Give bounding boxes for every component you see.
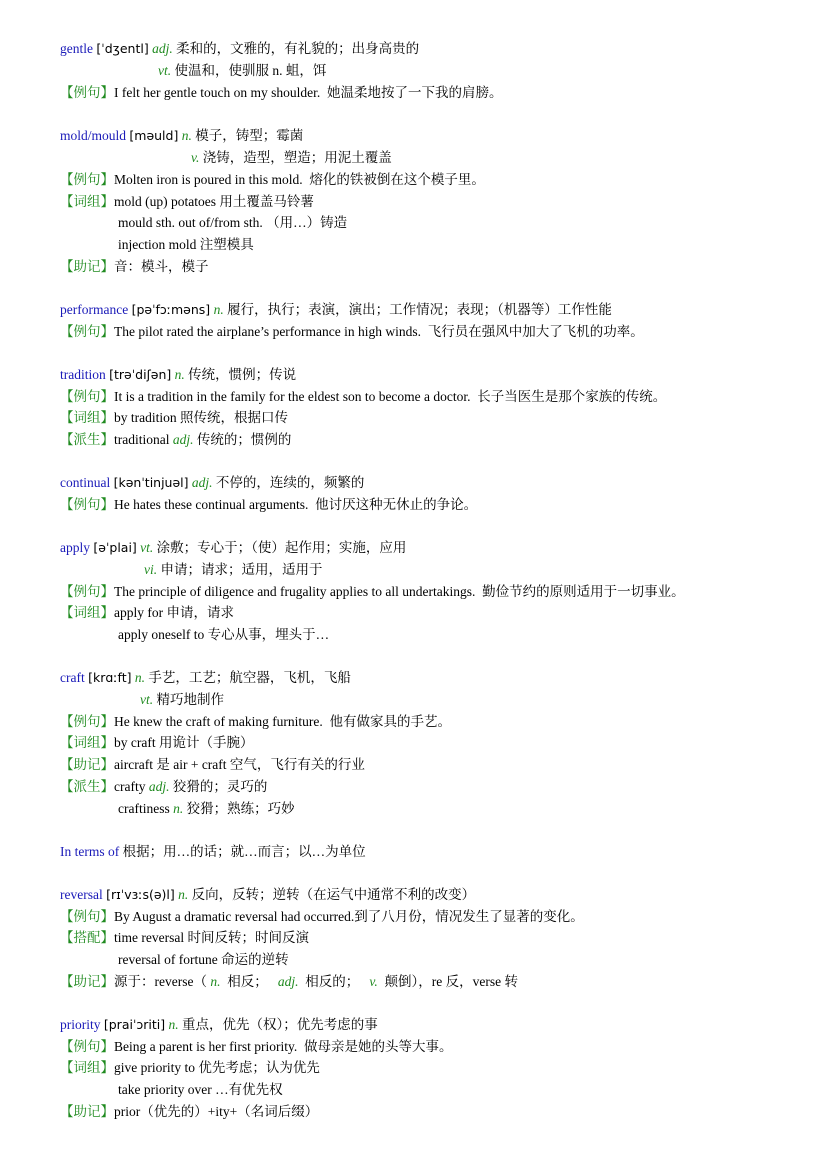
example-tag: 【例句】: [60, 1039, 114, 1054]
phrase-item: injection mold 注塑模具: [118, 237, 254, 252]
phrase-tag: 【词组】: [60, 605, 114, 620]
memory-tag: 【助记】: [60, 1104, 114, 1119]
example-tag: 【例句】: [60, 389, 114, 404]
memory-text: 颠倒），re 反，verse 转: [377, 974, 518, 989]
memory-text: 相反的；: [298, 974, 370, 989]
part-of-speech: n.: [168, 1017, 179, 1032]
memory-text: aircraft 是 air + craft 空气，飞行有关的行业: [114, 757, 365, 772]
phrase-item: take priority over …有优先权: [118, 1082, 283, 1097]
example-tag: 【例句】: [60, 714, 114, 729]
entry-headline: [60, 669, 351, 687]
definition: 精巧地制作: [156, 692, 224, 707]
memory-tag: 【助记】: [60, 259, 114, 274]
example-en: Molten iron is poured in this mold.: [114, 172, 303, 187]
headword: performance: [60, 302, 129, 317]
part-of-speech: n.: [178, 887, 189, 902]
definition: 使温和，使驯服 n. 蛆，饵: [174, 63, 327, 78]
definition: 手艺，工艺；航空器，飞机，飞船: [148, 670, 351, 685]
phrase-item: mold (up) potatoes 用土覆盖马铃薯: [114, 194, 314, 209]
definition: 反向，反转；逆转（在运气中通常不利的改变）: [191, 887, 476, 902]
sense-line: [140, 691, 224, 709]
example-en: He knew the craft of making furniture.: [114, 714, 323, 729]
part-of-speech: n.: [173, 801, 184, 816]
example-en: The principle of diligence and frugality applies to all undertakings.: [114, 584, 476, 599]
example-zh: 到了八月份，情况发生了显著的变化。: [354, 909, 584, 924]
phrase-line: [60, 734, 253, 752]
part-of-speech: adj.: [152, 41, 173, 56]
part-of-speech: adj.: [277, 974, 299, 989]
example-zh: 熔化的铁被倒在这个模子里。: [309, 172, 485, 187]
example-en: The pilot rated the airplane’s performance in high winds.: [114, 324, 422, 339]
part-of-speech: v.: [191, 150, 200, 165]
headword: craft: [60, 670, 85, 685]
example-tag: 【例句】: [60, 172, 114, 187]
example-tag: 【例句】: [60, 324, 114, 339]
example-zh: 长子当医生是那个家族的传统。: [477, 389, 667, 404]
definition: 涂敷；专心于；（使）起作用；实施，应用: [156, 540, 407, 555]
example-line: [60, 496, 477, 514]
memory-text: 源于：reverse（: [114, 974, 211, 989]
example-zh: 做母亲是她的头等大事。: [303, 1039, 453, 1054]
example-en: Being a parent is her first priority.: [114, 1039, 298, 1054]
example-line: [60, 1038, 452, 1056]
derived-tag: 【派生】: [60, 779, 114, 794]
memory-line: [60, 973, 518, 991]
example-line: [60, 323, 644, 341]
entry-headline: [60, 127, 303, 145]
entry-headline: [60, 301, 612, 319]
memory-line: [60, 258, 209, 276]
memory-tag: 【助记】: [60, 757, 114, 772]
part-of-speech: n.: [210, 974, 221, 989]
entry-headline: [60, 843, 366, 861]
definition: 传统，惯例；传说: [188, 367, 297, 382]
derived-word: traditional: [114, 432, 170, 447]
sense-line: [191, 149, 392, 167]
example-en: He hates these continual arguments.: [114, 497, 309, 512]
phrase-line: [60, 604, 234, 622]
example-en: It is a tradition in the family for the eldest son to become a doctor.: [114, 389, 471, 404]
phrase-item: mould sth. out of/from sth. （用…）铸造: [118, 215, 348, 230]
example-en: By August a dramatic reversal had occurred.: [114, 909, 355, 924]
example-tag: 【例句】: [60, 584, 114, 599]
derived-def: 狡猾；熟练；巧妙: [186, 801, 295, 816]
headword: apply: [60, 540, 90, 555]
phrase-line: [118, 214, 347, 232]
part-of-speech: n.: [213, 302, 224, 317]
collocation-line: [118, 951, 289, 969]
derived-tag: 【派生】: [60, 432, 114, 447]
example-line: [60, 908, 584, 926]
phonetic: [trəˈdiʃən]: [109, 367, 172, 382]
headword: In terms of: [60, 844, 120, 859]
phrase-line: [118, 1081, 283, 1099]
phrase-item: give priority to 优先考虑；认为优先: [114, 1060, 320, 1075]
entry-headline: [60, 474, 364, 492]
part-of-speech: vt.: [140, 540, 154, 555]
example-tag: 【例句】: [60, 85, 114, 100]
example-line: [60, 84, 502, 102]
phrase-item: by tradition 照传统，根据口传: [114, 410, 288, 425]
phrase-line: [118, 236, 254, 254]
part-of-speech: adj.: [191, 475, 213, 490]
definition: 重点，优先（权）；优先考虑的事: [182, 1017, 378, 1032]
memory-tag: 【助记】: [60, 974, 114, 989]
derived-def: 狡猾的；灵巧的: [172, 779, 268, 794]
memory-text: prior（优先的）+ity+（名词后缀）: [114, 1104, 319, 1119]
phrase-item: apply oneself to 专心从事，埋头于…: [118, 627, 330, 642]
phonetic: [praiˈɔriti]: [103, 1017, 166, 1032]
phrase-tag: 【词组】: [60, 735, 114, 750]
part-of-speech: adj.: [172, 432, 194, 447]
entry-headline: [60, 366, 296, 384]
example-tag: 【例句】: [60, 497, 114, 512]
phrase-line: [118, 626, 329, 644]
phonetic: [krɑːft]: [88, 670, 132, 685]
example-line: [60, 171, 485, 189]
headword: tradition: [60, 367, 106, 382]
phonetic: [əˈplai]: [93, 540, 137, 555]
phrase-tag: 【词组】: [60, 1060, 114, 1075]
phonetic: [rɪˈvɜːs(ə)l]: [106, 887, 175, 902]
phrase-item: by craft 用诡计（手腕）: [114, 735, 254, 750]
entry-headline: [60, 886, 475, 904]
headword: reversal: [60, 887, 103, 902]
memory-text: 音：模斗，模子: [114, 259, 209, 274]
phrase-line: [60, 193, 314, 211]
definition: 履行，执行；表演，演出；工作情况；表现；（机器等）工作性能: [227, 302, 612, 317]
entry-headline: [60, 539, 406, 557]
phrase-item: apply for 申请，请求: [114, 605, 234, 620]
definition: 不停的，连续的，频繁的: [215, 475, 365, 490]
part-of-speech: vi.: [144, 562, 158, 577]
phrase-tag: 【词组】: [60, 194, 114, 209]
headword: priority: [60, 1017, 101, 1032]
definition: 浇铸，造型，塑造；用泥土覆盖: [202, 150, 392, 165]
memory-text: 相反；: [220, 974, 278, 989]
sense-line: [158, 62, 326, 80]
definition: 申请；请求；适用，适用于: [160, 562, 323, 577]
part-of-speech: n.: [134, 670, 145, 685]
definition: 根据；用…的话；就…而言；以…为单位: [122, 844, 366, 859]
example-zh: 他讨厌这种无休止的争论。: [315, 497, 478, 512]
example-line: [60, 388, 666, 406]
definition: 柔和的，文雅的，有礼貌的；出身高贵的: [176, 41, 420, 56]
example-tag: 【例句】: [60, 909, 114, 924]
part-of-speech: adj.: [148, 779, 170, 794]
derived-def: 传统的；惯例的: [196, 432, 292, 447]
collocation-tag: 【搭配】: [60, 930, 114, 945]
headword: continual: [60, 475, 111, 490]
example-zh: 她温柔地按了一下我的肩膀。: [326, 85, 503, 100]
phonetic: [məuld]: [129, 128, 179, 143]
example-zh: 他有做家具的手艺。: [329, 714, 452, 729]
collocation-item: time reversal 时间反转；时间反演: [114, 930, 309, 945]
derived-word: craftiness: [118, 801, 170, 816]
phrase-line: [60, 409, 288, 427]
part-of-speech: vt.: [140, 692, 154, 707]
example-line: [60, 583, 685, 601]
headword: gentle: [60, 41, 93, 56]
example-en: I felt her gentle touch on my shoulder.: [114, 85, 321, 100]
phonetic: [ˈdʒentl]: [96, 41, 149, 56]
definition: 模子，铸型；霉菌: [195, 128, 304, 143]
memory-line: [60, 1103, 318, 1121]
derived-word: crafty: [114, 779, 146, 794]
sense-line: [144, 561, 323, 579]
phonetic: [kənˈtinjuəl]: [113, 475, 189, 490]
derived-line: [118, 800, 295, 818]
part-of-speech: n.: [181, 128, 192, 143]
part-of-speech: n.: [174, 367, 185, 382]
entry-headline: [60, 1016, 378, 1034]
example-zh: 勤俭节约的原则适用于一切事业。: [482, 584, 685, 599]
collocation-item: reversal of fortune 命运的逆转: [118, 952, 289, 967]
phrase-line: [60, 1059, 320, 1077]
phonetic: [pəˈfɔːməns]: [131, 302, 211, 317]
example-line: [60, 713, 451, 731]
part-of-speech: vt.: [158, 63, 172, 78]
headword: mold/mould: [60, 128, 127, 143]
collocation-line: [60, 929, 309, 947]
part-of-speech: v.: [369, 974, 378, 989]
memory-line: [60, 756, 365, 774]
derived-line: [60, 431, 291, 449]
phrase-tag: 【词组】: [60, 410, 114, 425]
derived-line: [60, 778, 267, 796]
entry-headline: [60, 40, 419, 58]
example-zh: 飞行员在强风中加大了飞机的功率。: [427, 324, 644, 339]
